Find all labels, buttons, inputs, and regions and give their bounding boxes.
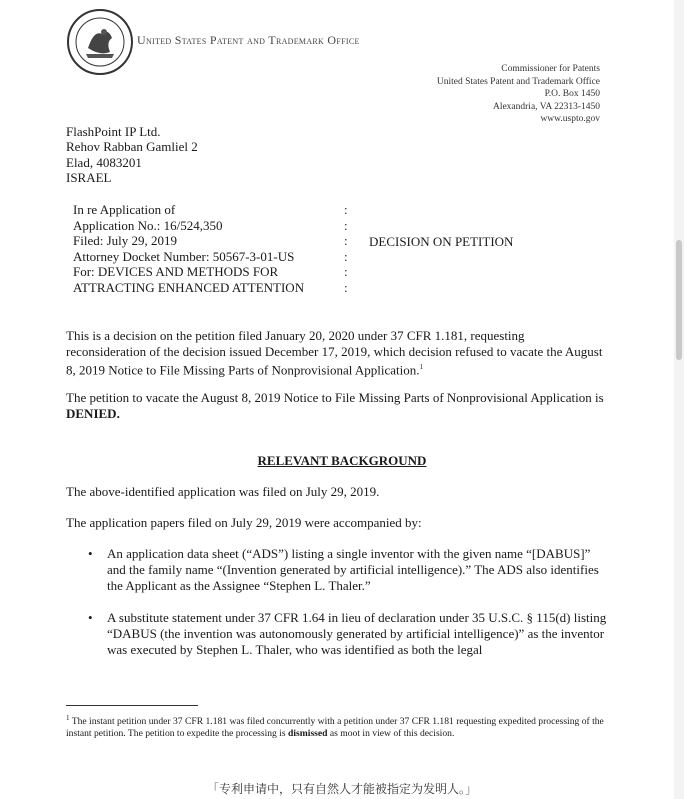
caption-line: In re Application of [73,202,176,217]
footnote-ref: 1 [419,362,424,371]
caption-colons [344,202,348,295]
caption-line: Filed: July 29, 2019 [73,233,178,248]
dismissed-text: dismissed [288,728,328,740]
footnote-text-end: as moot in view of this decision. [327,728,455,740]
denied-text: DENIED. [66,405,120,421]
colon: : [344,233,348,248]
paragraph-text: The petition to vacate the August 8, 2019 Notice to File Missing Parts of Nonprovisional Application is [66,390,604,405]
addressee-line: FlashPoint IP Ltd. [66,124,161,139]
paragraph-denied [66,390,606,422]
image-caption: 「专利申请中，只有自然人才能被指定为发明人。」 [206,782,477,796]
colon: : [344,264,348,279]
footnote-mark: 1 [66,714,70,722]
case-caption [73,202,304,295]
office-name: United States Patent and Trademark Office [137,33,360,47]
commissioner-line: Alexandria, VA 22313-1450 [492,101,600,112]
uspto-seal-icon [66,8,134,76]
scrollbar[interactable] [674,0,684,799]
colon: : [344,202,348,217]
caption-line: ATTRACTING ENHANCED ATTENTION [73,279,305,295]
commissioner-line: P.O. Box 1450 [544,89,600,100]
footnote-text: The instant petition under 37 CFR 1.181 was filed concurrently with a petition under 37 CFR 1.181 requesting expedited processing of the instant petition. The petition to expedite the processing is [66,716,604,740]
caption-line: Attorney Docket Number: 50567-3-01-US [73,248,295,264]
bullet-ads: An application data sheet (“ADS”) listing a single inventor with the given name “[DABUS]” and the family name “(Invention generated by artificial intelligence).” The ADS also identifies the Applicant as the Assignee “Stephen L. Thaler.” [107,546,599,593]
addressee-line: ISRAEL [66,170,112,186]
bullet-substitute-statement: A substitute statement under 37 CFR 1.64 in lieu of declaration under 35 U.S.C. § 115(d) listing “DABUS (the invention was autonomously generated by artificial intelligence)” as the inventor was executed by Stephen L. Thaler, who was identified as both the legal [107,610,607,657]
bullet-marker: • [88,610,93,625]
paragraph-text: This is a decision on the petition filed January 20, 2020 under 37 CFR 1.181, requesting reconsideration of the decision issued December 17, 2019, which decision refused to vacate the August 8, 2019 Notice to File Missing Parts of Nonprovisional Application. [66,328,603,377]
footnote [66,712,606,741]
section-heading: RELEVANT BACKGROUND [257,453,427,468]
commissioner-address [437,63,600,126]
caption-line: Application No.: 16/524,350 [73,217,223,233]
addressee-line: Rehov Rabban Gamliel 2 [66,139,198,155]
commissioner-line: Commissioner for Patents [501,64,600,74]
uspto-website: www.uspto.gov [540,114,600,125]
decision-title: DECISION ON PETITION [369,234,514,249]
commissioner-line: United States Patent and Trademark Office [436,76,600,87]
paragraph-filed: The above-identified application was filed on July 29, 2019. [66,484,380,499]
colon: : [344,217,348,233]
addressee-line: Elad, 4083201 [66,154,142,170]
footnote-divider [66,705,198,706]
colon: : [344,279,348,295]
paragraph-decision-intro [66,328,606,378]
colon: : [344,248,348,264]
scrollbar-thumb[interactable] [676,240,682,360]
bullet-marker: • [88,546,93,561]
addressee-block [66,124,198,186]
paragraph-accompanied: The application papers filed on July 29, 2019 were accompanied by: [66,515,422,530]
caption-line: For: DEVICES AND METHODS FOR [73,264,279,279]
